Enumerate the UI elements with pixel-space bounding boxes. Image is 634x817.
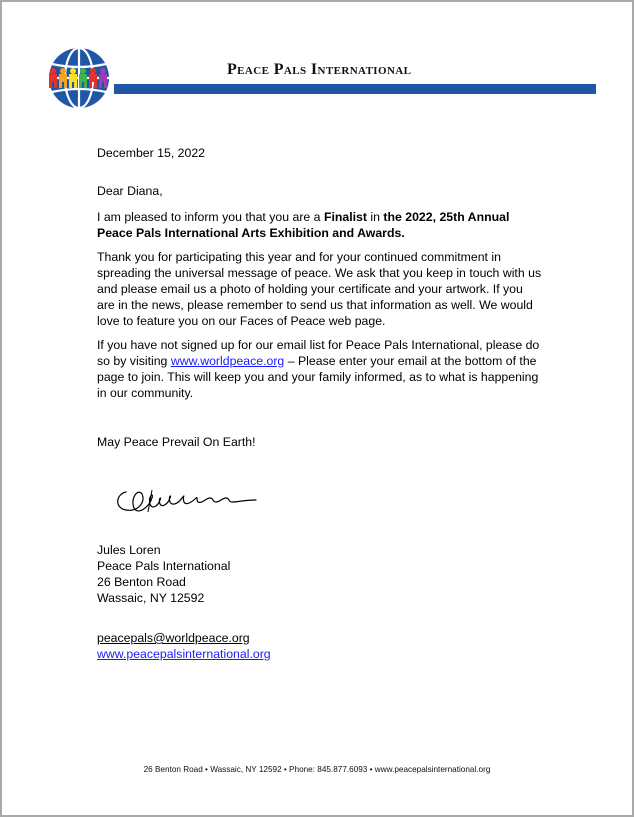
intro-lead: I am pleased to inform you that you are a	[97, 210, 324, 224]
thanks-paragraph: Thank you for participating this year and for your continued commitment in spreading the universal message of peace. We ask that you keep in touch with us and please email us a photo of holding your certificate and your artwork. If you are in the news, please remember to send us that information as well. We would love to feature you on our Faces of Peace web page.	[97, 250, 542, 328]
org-name-heading: Peace Pals International	[227, 61, 412, 78]
peace-pals-logo	[46, 46, 112, 110]
email-list-paragraph	[97, 337, 542, 401]
sender-address	[97, 542, 230, 606]
finalist-status: Finalist	[323, 210, 367, 224]
salutation: Dear Diana,	[97, 184, 163, 198]
sender-street: 26 Benton Road	[97, 575, 186, 589]
email-list-after: – Please enter your email at the bottom of the page to join. This will keep you and your family informed, as to what is happening in our community.	[97, 354, 539, 400]
event-name: the 2022, 25th Annual Peace Pals International Arts Exhibition and Awards.	[97, 210, 510, 240]
closing-line: May Peace Prevail On Earth!	[97, 435, 256, 449]
intro-paragraph	[97, 209, 537, 241]
contact-block	[97, 630, 271, 662]
sender-name: Jules Loren	[97, 543, 161, 557]
header-rule	[114, 84, 596, 94]
letter-date: December 15, 2022	[97, 146, 206, 160]
footer-contact-line: 26 Benton Road • Wassaic, NY 12592 • Phone: 845.877.6093 • www.peacepalsinternational.org	[143, 765, 491, 774]
worldpeace-link[interactable]: www.worldpeace.org	[170, 354, 285, 368]
sender-organization: Peace Pals International	[97, 559, 231, 573]
intro-mid: in	[366, 210, 384, 224]
email-list-before: If you have not signed up for our email list for Peace Pals International, please do so by visiting	[97, 338, 540, 368]
website-link[interactable]: www.peacepalsinternational.org	[97, 647, 271, 661]
sender-city: Wassaic, NY 12592	[97, 591, 205, 605]
handwritten-signature	[112, 484, 262, 520]
contact-email-link[interactable]: peacepals@worldpeace.org	[97, 631, 250, 645]
